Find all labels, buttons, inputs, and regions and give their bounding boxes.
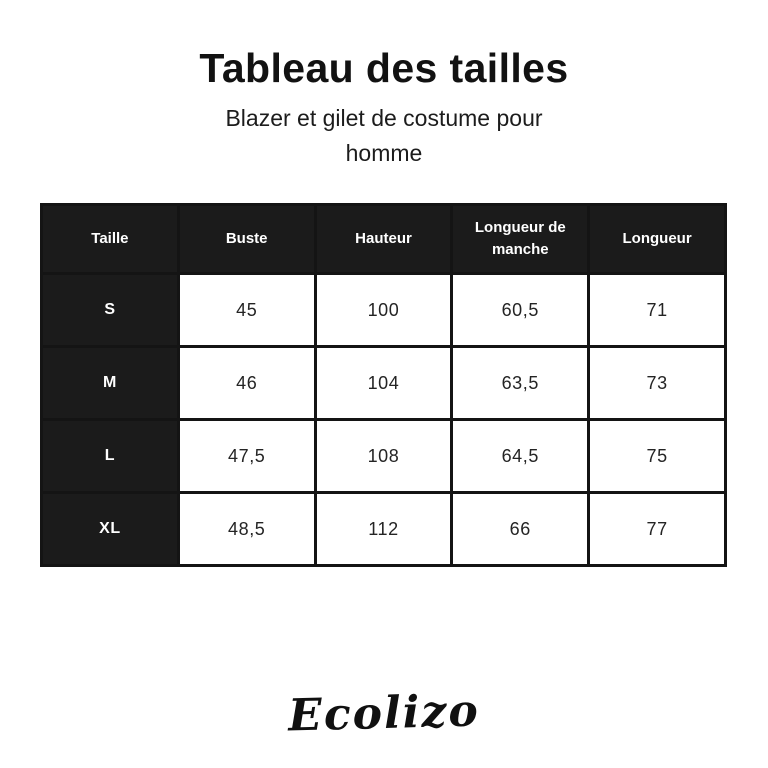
table-cell: 66 bbox=[452, 493, 589, 566]
row-size-label: L bbox=[42, 420, 179, 493]
size-chart-table bbox=[40, 203, 727, 567]
row-size-label: XL bbox=[42, 493, 179, 566]
column-header-longueur-de-manche: Longueur de manche bbox=[452, 205, 589, 274]
table-cell: 75 bbox=[589, 420, 726, 493]
column-header-hauteur: Hauteur bbox=[315, 205, 452, 274]
table-cell: 48,5 bbox=[178, 493, 315, 566]
table-cell: 63,5 bbox=[452, 347, 589, 420]
table-cell: 45 bbox=[178, 274, 315, 347]
table-cell: 64,5 bbox=[452, 420, 589, 493]
page-header bbox=[0, 45, 768, 171]
table-cell: 112 bbox=[315, 493, 452, 566]
table-cell: 104 bbox=[315, 347, 452, 420]
table-cell: 100 bbox=[315, 274, 452, 347]
page-subtitle: Blazer et gilet de costume pour homme bbox=[225, 105, 543, 166]
brand-logo: Ecolizo bbox=[287, 685, 481, 742]
table-row-l bbox=[42, 420, 726, 493]
table-row-s bbox=[42, 274, 726, 347]
column-header-buste: Buste bbox=[178, 205, 315, 274]
column-header-taille: Taille bbox=[42, 205, 179, 274]
table-row-m bbox=[42, 347, 726, 420]
page-title: Tableau des tailles bbox=[199, 45, 569, 91]
table-header-row bbox=[42, 205, 726, 274]
table-cell: 108 bbox=[315, 420, 452, 493]
table-cell: 60,5 bbox=[452, 274, 589, 347]
row-size-label: M bbox=[42, 347, 179, 420]
table-cell: 73 bbox=[589, 347, 726, 420]
table-row-xl bbox=[42, 493, 726, 566]
column-header-longueur: Longueur bbox=[589, 205, 726, 274]
row-size-label: S bbox=[42, 274, 179, 347]
table-cell: 46 bbox=[178, 347, 315, 420]
table-cell: 47,5 bbox=[178, 420, 315, 493]
table-cell: 77 bbox=[589, 493, 726, 566]
table-cell: 71 bbox=[589, 274, 726, 347]
